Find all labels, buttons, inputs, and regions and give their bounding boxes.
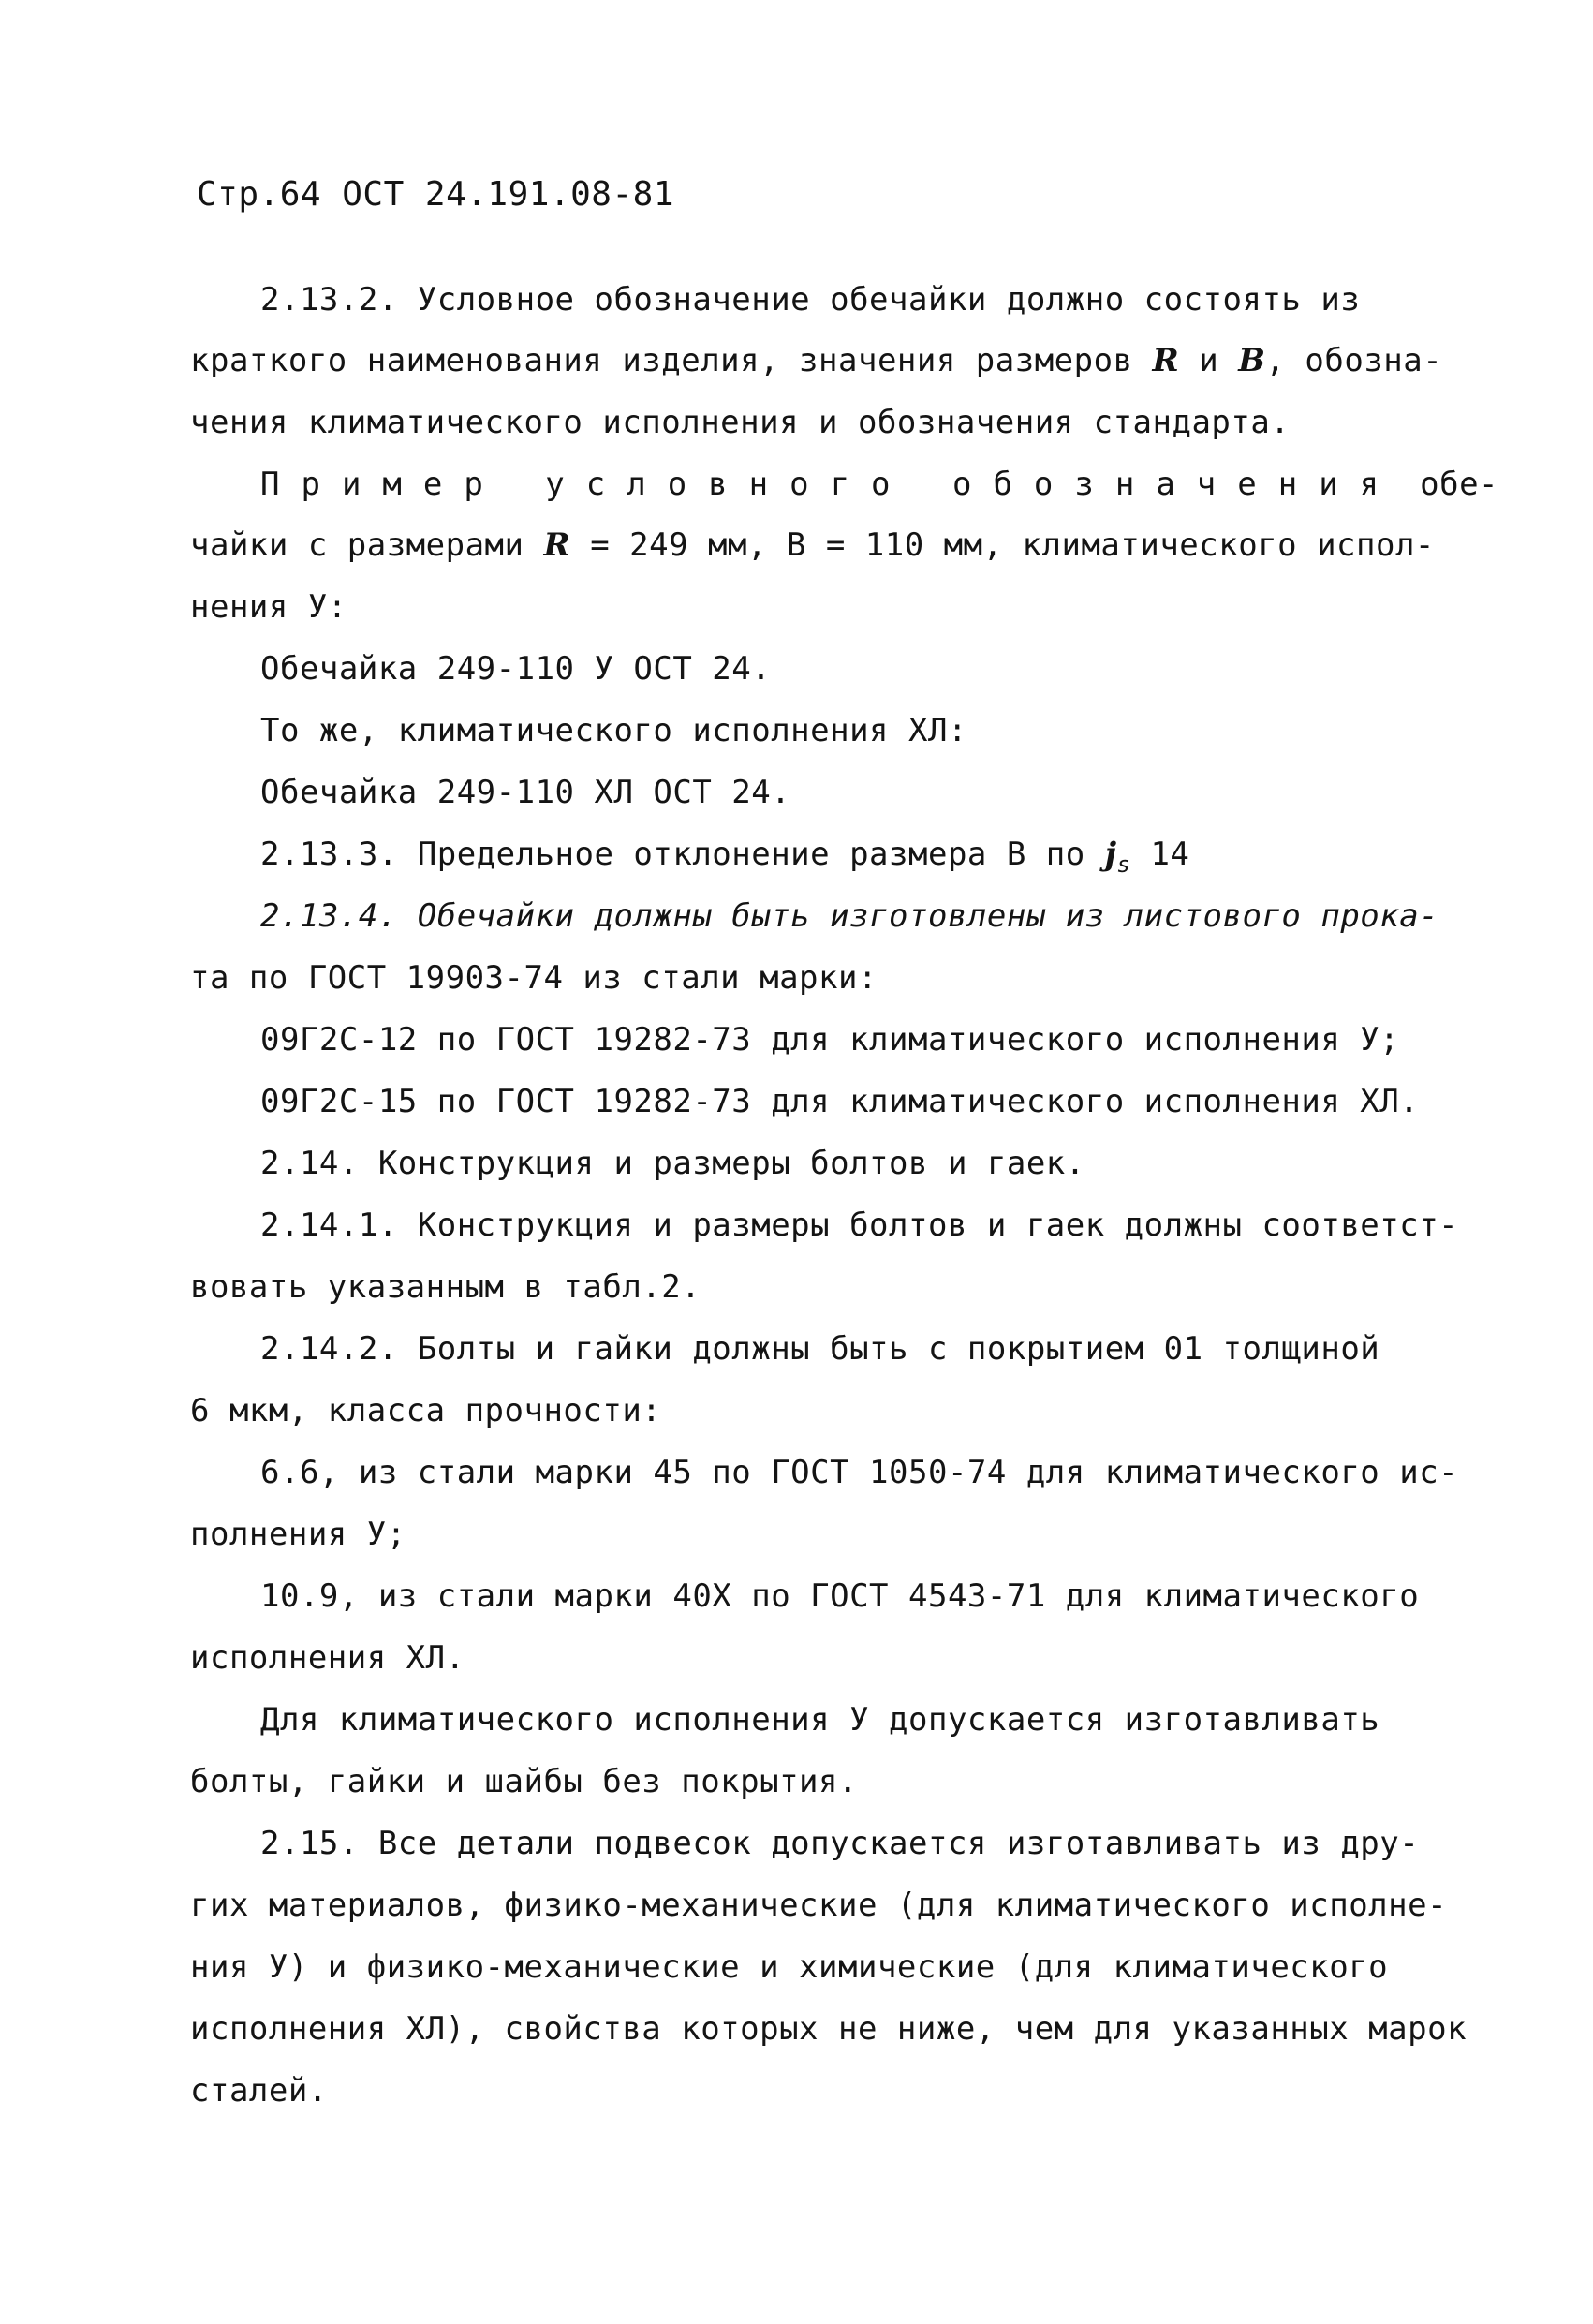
coating-note-line-1: Для климатического исполнения У допускается изготавливать: [260, 1701, 1380, 1739]
example-heading-line: Пример условного обозначения обе-: [260, 466, 1499, 503]
example-line-2: чайки с размерами R = 249 мм, В = 110 мм, климатического испол-: [190, 526, 1435, 564]
page-header: Стр.64 ОСТ 24.191.08-81: [197, 175, 674, 214]
designation-hl: Обечайка 249-110 ХЛ ОСТ 24.: [260, 774, 791, 811]
class-6-6-line-2: полнения У;: [190, 1516, 406, 1553]
para-2-15-line-2: гих материалов, физико-механические (для климатического исполне-: [190, 1887, 1448, 1924]
para-2-15-line-5: сталей.: [190, 2072, 328, 2109]
tolerance-symbol: j: [1104, 836, 1117, 873]
para-2-14-1-line-1: 2.14.1. Конструкция и размеры болтов и гаек должны соответст-: [260, 1206, 1459, 1244]
para-2-14-2-line-2: 6 мкм, класса прочности:: [190, 1392, 662, 1429]
para-2-13-2-line-2: краткого наименования изделия, значения размеров R и B, обозна-: [190, 342, 1443, 379]
para-2-13-3: 2.13.3. Предельное отклонение размера В по $j_s$ 14: [260, 836, 1190, 878]
steel-grade-hl: 09Г2С-15 по ГОСТ 19282-73 для климатического исполнения ХЛ.: [260, 1083, 1420, 1120]
para-2-15-line-3: ния У) и физико-механические и химические (для климатического: [190, 1948, 1389, 1986]
para-2-13-4-line-1: 2.13.4. Обечайки должны быть изготовлены из листового прока-: [260, 897, 1439, 935]
class-6-6-line-1: 6.6, из стали марки 45 по ГОСТ 1050-74 для климатического ис-: [260, 1454, 1459, 1491]
para-2-13-2-line-3: чения климатического исполнения и обозначения стандарта.: [190, 404, 1291, 441]
para-2-15-line-4: исполнения ХЛ), свойства которых не ниже, чем для указанных марок: [190, 2010, 1468, 2048]
spaced-heading: Пример условного обозначения: [260, 466, 1401, 503]
para-2-13-2-line-1: 2.13.2. Условное обозначение обечайки должно состоять из: [260, 281, 1361, 318]
para-2-14-1-line-2: вовать указанным в табл.2.: [190, 1268, 701, 1306]
symbol-b: B: [1238, 342, 1266, 379]
steel-grade-u: 09Г2С-12 по ГОСТ 19282-73 для климатического исполнения У;: [260, 1021, 1400, 1058]
designation-u: Обечайка 249-110 У ОСТ 24.: [260, 650, 772, 688]
same-hl-text: То же, климатического исполнения ХЛ:: [260, 712, 967, 749]
para-2-15-line-1: 2.15. Все детали подвесок допускается изготавливать из дру-: [260, 1825, 1420, 1862]
para-2-14: 2.14. Конструкция и размеры болтов и гаек.: [260, 1145, 1085, 1182]
coating-note-line-2: болты, гайки и шайбы без покрытия.: [190, 1763, 858, 1800]
para-2-14-2-line-1: 2.14.2. Болты и гайки должны быть с покрытием 01 толщиной: [260, 1330, 1380, 1368]
para-2-13-4-line-2: та по ГОСТ 19903-74 из стали марки:: [190, 959, 878, 997]
class-10-9-line-2: исполнения ХЛ.: [190, 1639, 465, 1677]
symbol-r: R: [1152, 342, 1180, 379]
example-line-3: нения У:: [190, 588, 347, 626]
class-10-9-line-1: 10.9, из стали марки 40Х по ГОСТ 4543-71 для климатического: [260, 1577, 1420, 1615]
symbol-r: R: [543, 526, 571, 564]
